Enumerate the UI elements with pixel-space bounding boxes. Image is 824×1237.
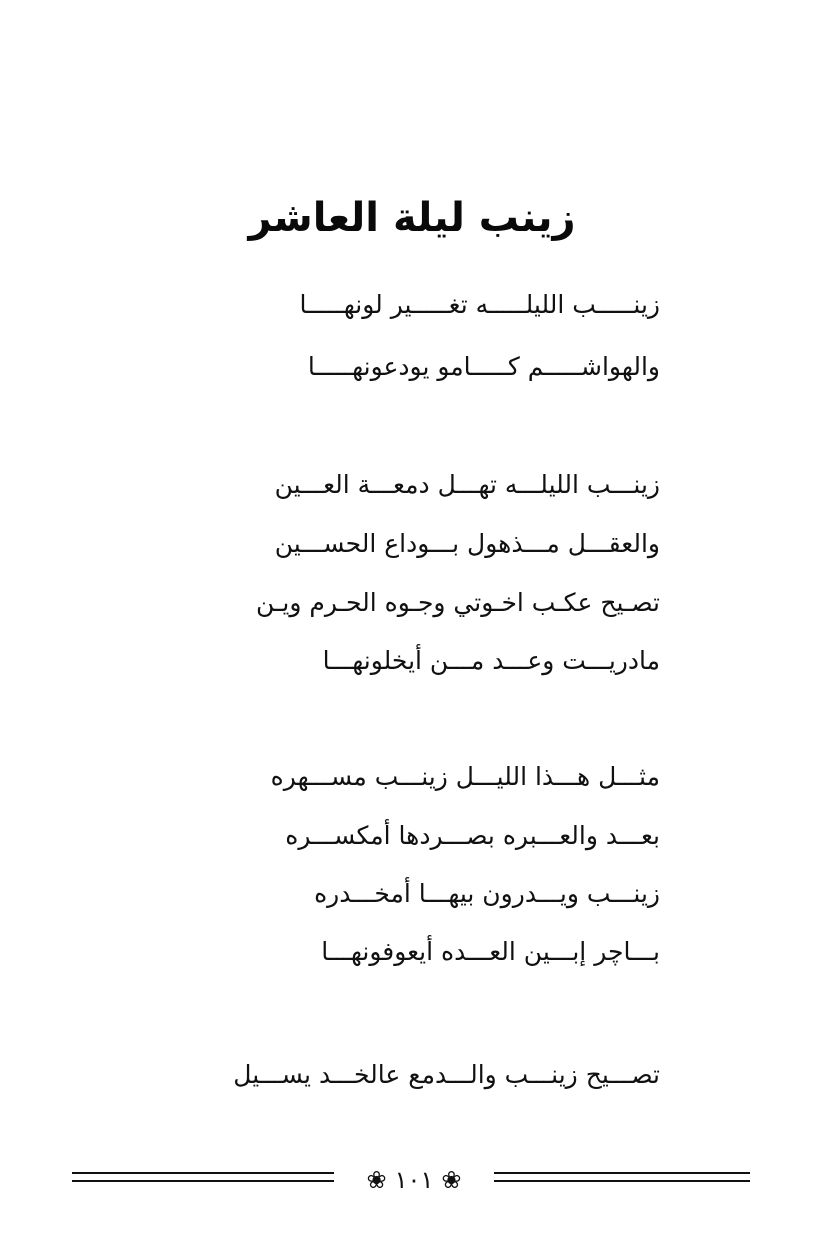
verse-line-10: بـــاچر إبـــين العـــده أيعوفونهـــا (321, 937, 660, 966)
verse-line-11: تصـــيح زينـــب والـــدمع عالخـــد يســـيل (233, 1060, 660, 1089)
footer-rule-left (72, 1172, 334, 1182)
page-number-group (344, 1160, 484, 1200)
verse-line-8: بعـــد والعـــبره بصـــردها أمكســـره (285, 821, 660, 850)
verse-line-9: زينـــب ويـــدرون بيهـــا أمخـــدره (314, 879, 660, 908)
page-footer (0, 1160, 824, 1200)
verse-line-2: والهواشـــــم كـــــامو يودعونهـــــا (307, 352, 660, 381)
ornament-right-icon: ❀ (441, 1166, 462, 1194)
verse-line-5: تصـيح عكـب اخـوتي وجـوه الحـرم ويـن (256, 588, 660, 617)
verse-line-1: زينـــــب الليلـــــه تغـــــير لونهـــــا (299, 290, 660, 319)
verse-line-7: مثـــل هـــذا الليـــل زينـــب مســـهره (270, 762, 660, 791)
verse-line-4: والعقـــل مـــذهول بـــوداع الحســـين (274, 529, 660, 558)
footer-rule-right (494, 1172, 750, 1182)
ornament-left-icon: ❀ (366, 1166, 387, 1194)
verse-line-6: مادريـــت وعـــد مـــن أيخلونهـــا (322, 646, 660, 675)
verse-line-3: زينـــب الليلـــه تهـــل دمعـــة العـــين (274, 470, 660, 499)
page-number: ١٠١ (394, 1166, 434, 1194)
poem-title: زينب ليلة العاشر (248, 195, 576, 241)
